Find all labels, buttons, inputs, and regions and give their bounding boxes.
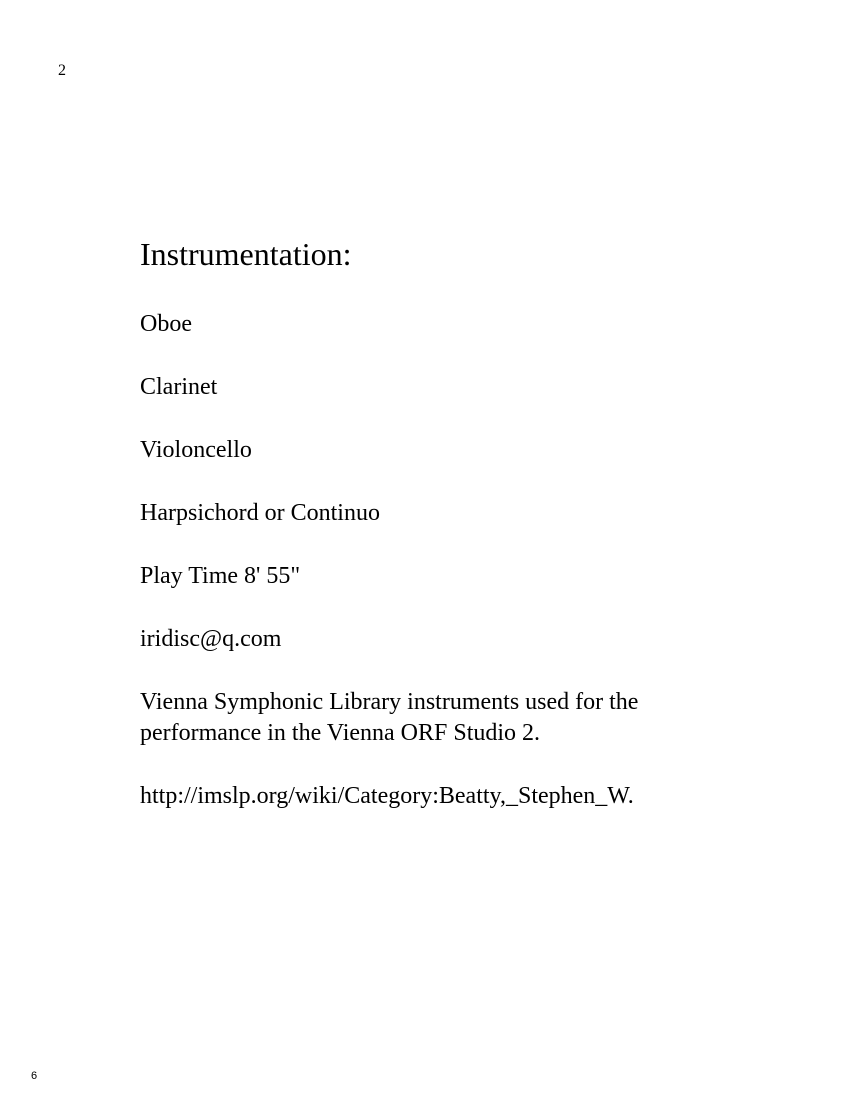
instrument-violoncello: Violoncello bbox=[140, 437, 252, 463]
play-time: Play Time 8' 55" bbox=[140, 563, 301, 589]
instrument-harpsichord-or-continuo: Harpsichord or Continuo bbox=[140, 500, 380, 526]
page-number: 2 bbox=[58, 62, 66, 79]
imslp-url: http://imslp.org/wiki/Category:Beatty,_Stephen_W. bbox=[140, 783, 634, 809]
document-content bbox=[140, 236, 790, 844]
instrumentation-heading: Instrumentation: bbox=[140, 236, 352, 272]
instrument-oboe: Oboe bbox=[140, 311, 192, 337]
email-address: iridisc@q.com bbox=[140, 626, 282, 652]
footer-number: 6 bbox=[31, 1070, 38, 1082]
performance-note-line-1: Vienna Symphonic Library instruments used for the bbox=[140, 689, 639, 715]
instrument-clarinet: Clarinet bbox=[140, 374, 218, 400]
performance-note-line-2: performance in the Vienna ORF Studio 2. bbox=[140, 720, 541, 746]
performance-note bbox=[140, 687, 790, 749]
